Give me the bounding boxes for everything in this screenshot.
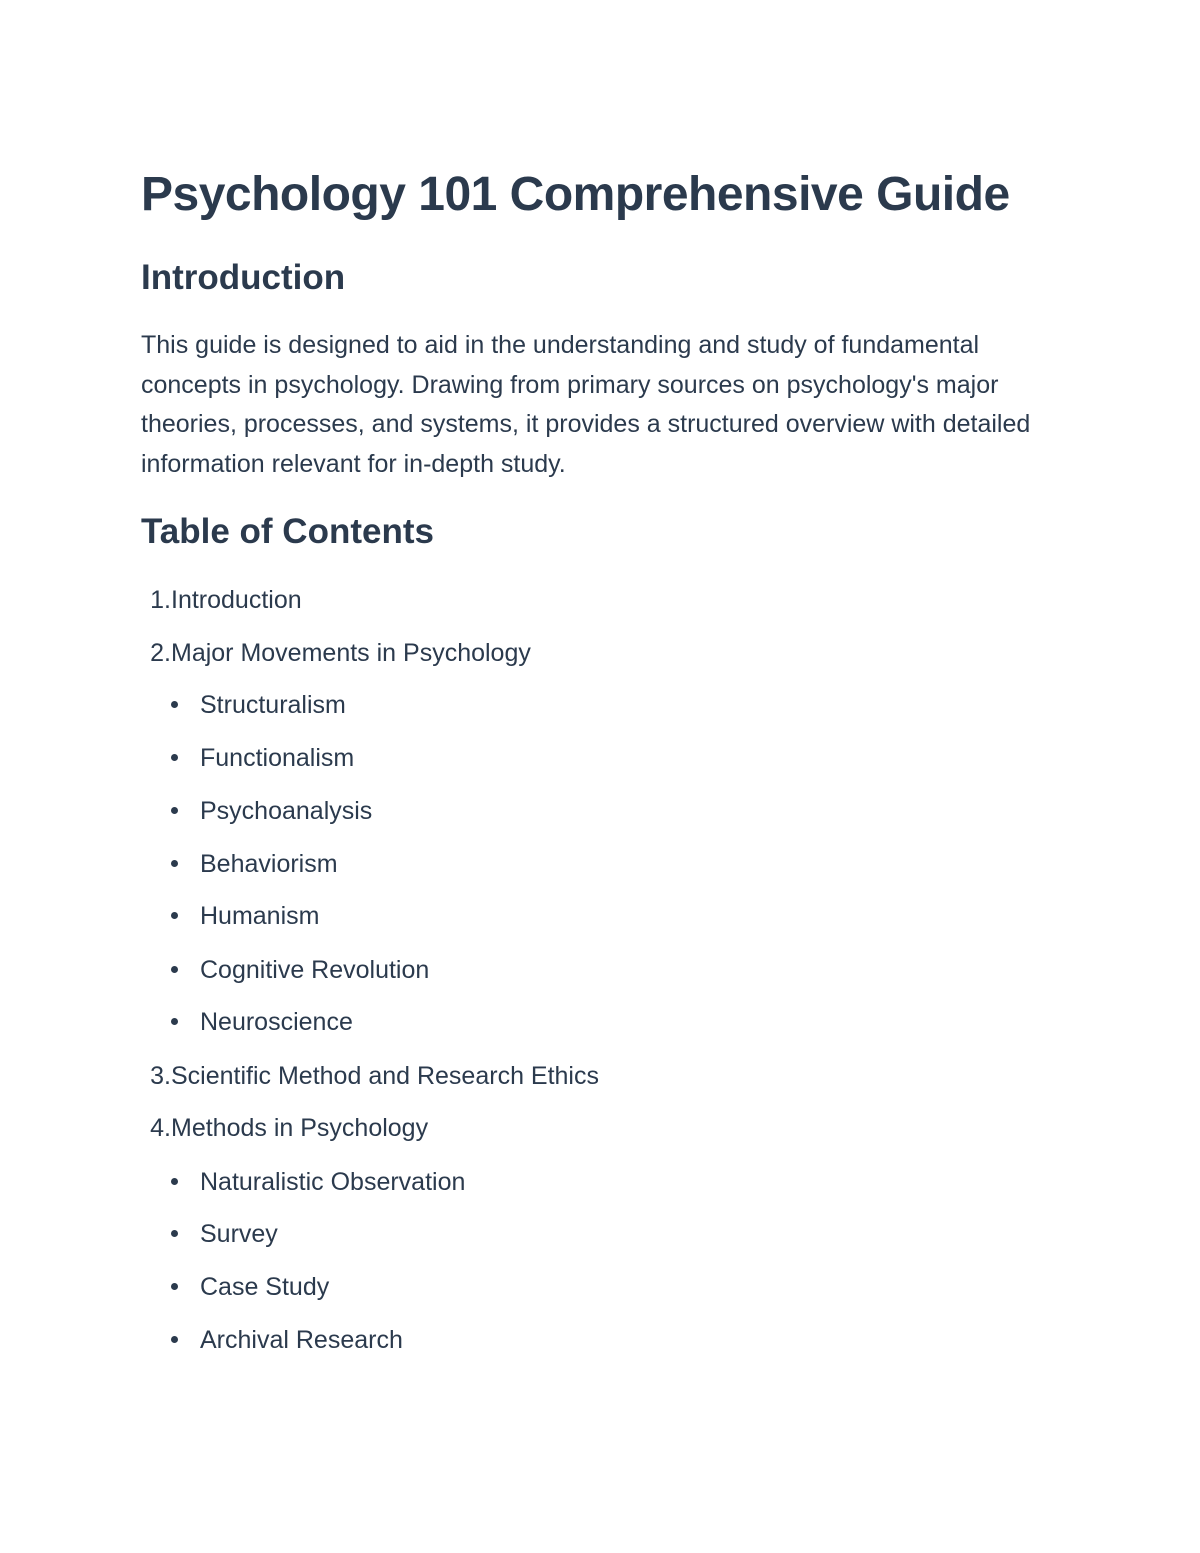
toc-item-label: Scientific Method and Research Ethics <box>171 1062 599 1090</box>
bullet-icon <box>171 860 178 867</box>
toc-subitem-label: Cognitive Revolution <box>200 956 430 984</box>
toc-item-number: 4. <box>150 1114 171 1142</box>
toc-subitem <box>171 1214 278 1254</box>
toc-subitem-label: Archival Research <box>200 1326 403 1354</box>
toc-subitem <box>171 791 372 831</box>
toc-heading: Table of Contents <box>141 512 434 551</box>
bullet-icon <box>171 966 178 973</box>
toc-item-number: 3. <box>150 1062 171 1090</box>
toc-subitem <box>171 685 346 725</box>
toc-item-label: Methods in Psychology <box>171 1114 429 1142</box>
toc-subitem <box>171 896 319 936</box>
toc-subitem-label: Survey <box>200 1220 278 1248</box>
toc-subitem <box>171 1267 329 1307</box>
toc-item <box>141 1108 428 1148</box>
toc-subitem-label: Psychoanalysis <box>200 797 373 825</box>
bullet-icon <box>171 1230 178 1237</box>
toc-item <box>141 580 302 620</box>
toc-subitem-label: Case Study <box>200 1273 330 1301</box>
document-title: Psychology 101 Comprehensive Guide <box>141 168 1010 221</box>
bullet-icon <box>171 1018 178 1025</box>
bullet-icon <box>171 1178 178 1185</box>
toc-subitem <box>171 738 354 778</box>
toc-subitem-label: Structuralism <box>200 691 346 719</box>
bullet-icon <box>171 807 178 814</box>
toc-item-number: 2. <box>150 639 171 667</box>
toc-subitem-label: Behaviorism <box>200 850 338 878</box>
toc-subitem <box>171 1162 465 1202</box>
bullet-icon <box>171 1283 178 1290</box>
introduction-heading: Introduction <box>141 258 346 297</box>
bullet-icon <box>171 754 178 761</box>
toc-item-number: 1. <box>150 586 171 614</box>
toc-item <box>141 1056 599 1096</box>
toc-item <box>141 633 531 673</box>
toc-subitem <box>171 1320 403 1360</box>
introduction-paragraph: This guide is designed to aid in the understanding and study of fundamental concepts in psychology. Drawing from primary sources on psychology's major theories, processes, and systems, it provides a structured overview with detailed information relevant for in-depth study. <box>141 331 1031 479</box>
toc-subitem-label: Neuroscience <box>200 1008 353 1036</box>
toc-subitem <box>171 1002 353 1042</box>
bullet-icon <box>171 1336 178 1343</box>
toc-subitem-label: Naturalistic Observation <box>200 1168 466 1196</box>
bullet-icon <box>171 912 178 919</box>
toc-subitem-label: Humanism <box>200 902 320 930</box>
toc-subitem <box>171 844 338 884</box>
toc-item-label: Major Movements in Psychology <box>171 639 531 667</box>
toc-subitem <box>171 950 429 990</box>
toc-subitem-label: Functionalism <box>200 744 355 772</box>
bullet-icon <box>171 701 178 708</box>
toc-item-label: Introduction <box>171 586 302 614</box>
